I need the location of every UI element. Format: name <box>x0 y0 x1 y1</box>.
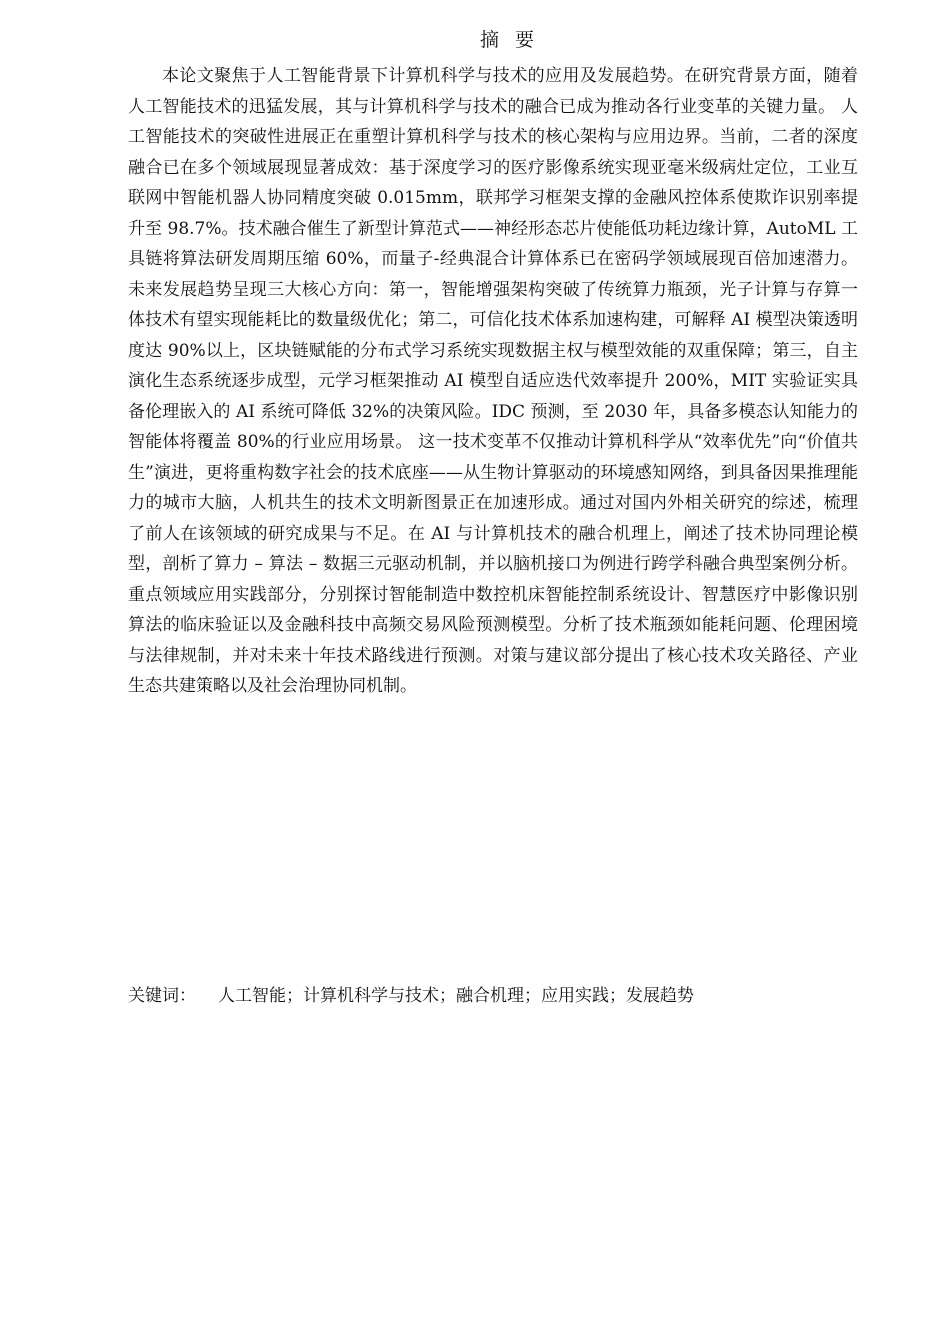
keywords-line <box>128 982 858 1010</box>
abstract-heading: 摘要 <box>479 29 550 51</box>
keywords-list: 人工智能；计算机科学与技术；融合机理；应用实践；发展趋势 <box>218 986 694 1006</box>
abstract-body: 本论文聚焦于人工智能背景下计算机科学与技术的应用及发展趋势。在研究背景方面，随着人工智能技术的迅猛发展，其与计算机科学与技术的融合已成为推动各行业变革的关键力量。 人工智能技术的突破性进展正在重塑计算机科学与技术的核心架构与应用边界。当前，二者的深度融合已在多个领域展现显著成效：基于深度学习的医疗影像系统实现亚毫米级病灶定位，工业互联网中智能机器人协同精度突破 0.015mm，联邦学习框架支撑的金融风控体系使欺诈识别率提升至 98.7%。技术融合催生了新型计算范式——神经形态芯片使能低功耗边缘计算，AutoML 工具链将算法研发周期压缩 60%，而量子-经典混合计算体系已在密码学领域展现百倍加速潜力。 未来发展趋势呈现三大核心方向：第一，智能增强架构突破了传统算力瓶颈，光子计算与存算一体技术有望实现能耗比的数量级优化；第二，可信化技术体系加速构建，可解释 AI 模型决策透明度达 90%以上，区块链赋能的分布式学习系统实现数据主权与模型效能的双重保障；第三，自主演化生态系统逐步成型，元学习框架推动 AI 模型自适应迭代效率提升 200%，MIT 实验证实具备伦理嵌入的 AI 系统可降低 32%的决策风险。IDC 预测，至 2030 年，具备多模态认知能力的智能体将覆盖 80%的行业应用场景。 这一技术变革不仅推动计算机科学从“效率优先”向“价值共生”演进，更将重构数字社会的技术底座——从生物计算驱动的环境感知网络，到具备因果推理能力的城市大脑，人机共生的技术文明新图景正在加速形成。通过对国内外相关研究的综述，梳理了前人在该领域的研究成果与不足。在 AI 与计算机技术的融合机理上，阐述了技术协同理论模型，剖析了算力 – 算法 – 数据三元驱动机制，并以脑机接口为例进行跨学科融合典型案例分析。重点领域应用实践部分，分别探讨智能制造中数控机床智能控制系统设计、智慧医疗中影像识别算法的临床验证以及金融科技中高频交易风险预测模型。分析了技术瓶颈如能耗问题、伦理困境与法律规制，并对未来十年技术路线进行预测。对策与建议部分提出了核心技术攻关路径、产业生态共建策略以及社会治理协同机制。 <box>128 66 858 696</box>
keywords-label: 关键词： <box>128 986 196 1006</box>
